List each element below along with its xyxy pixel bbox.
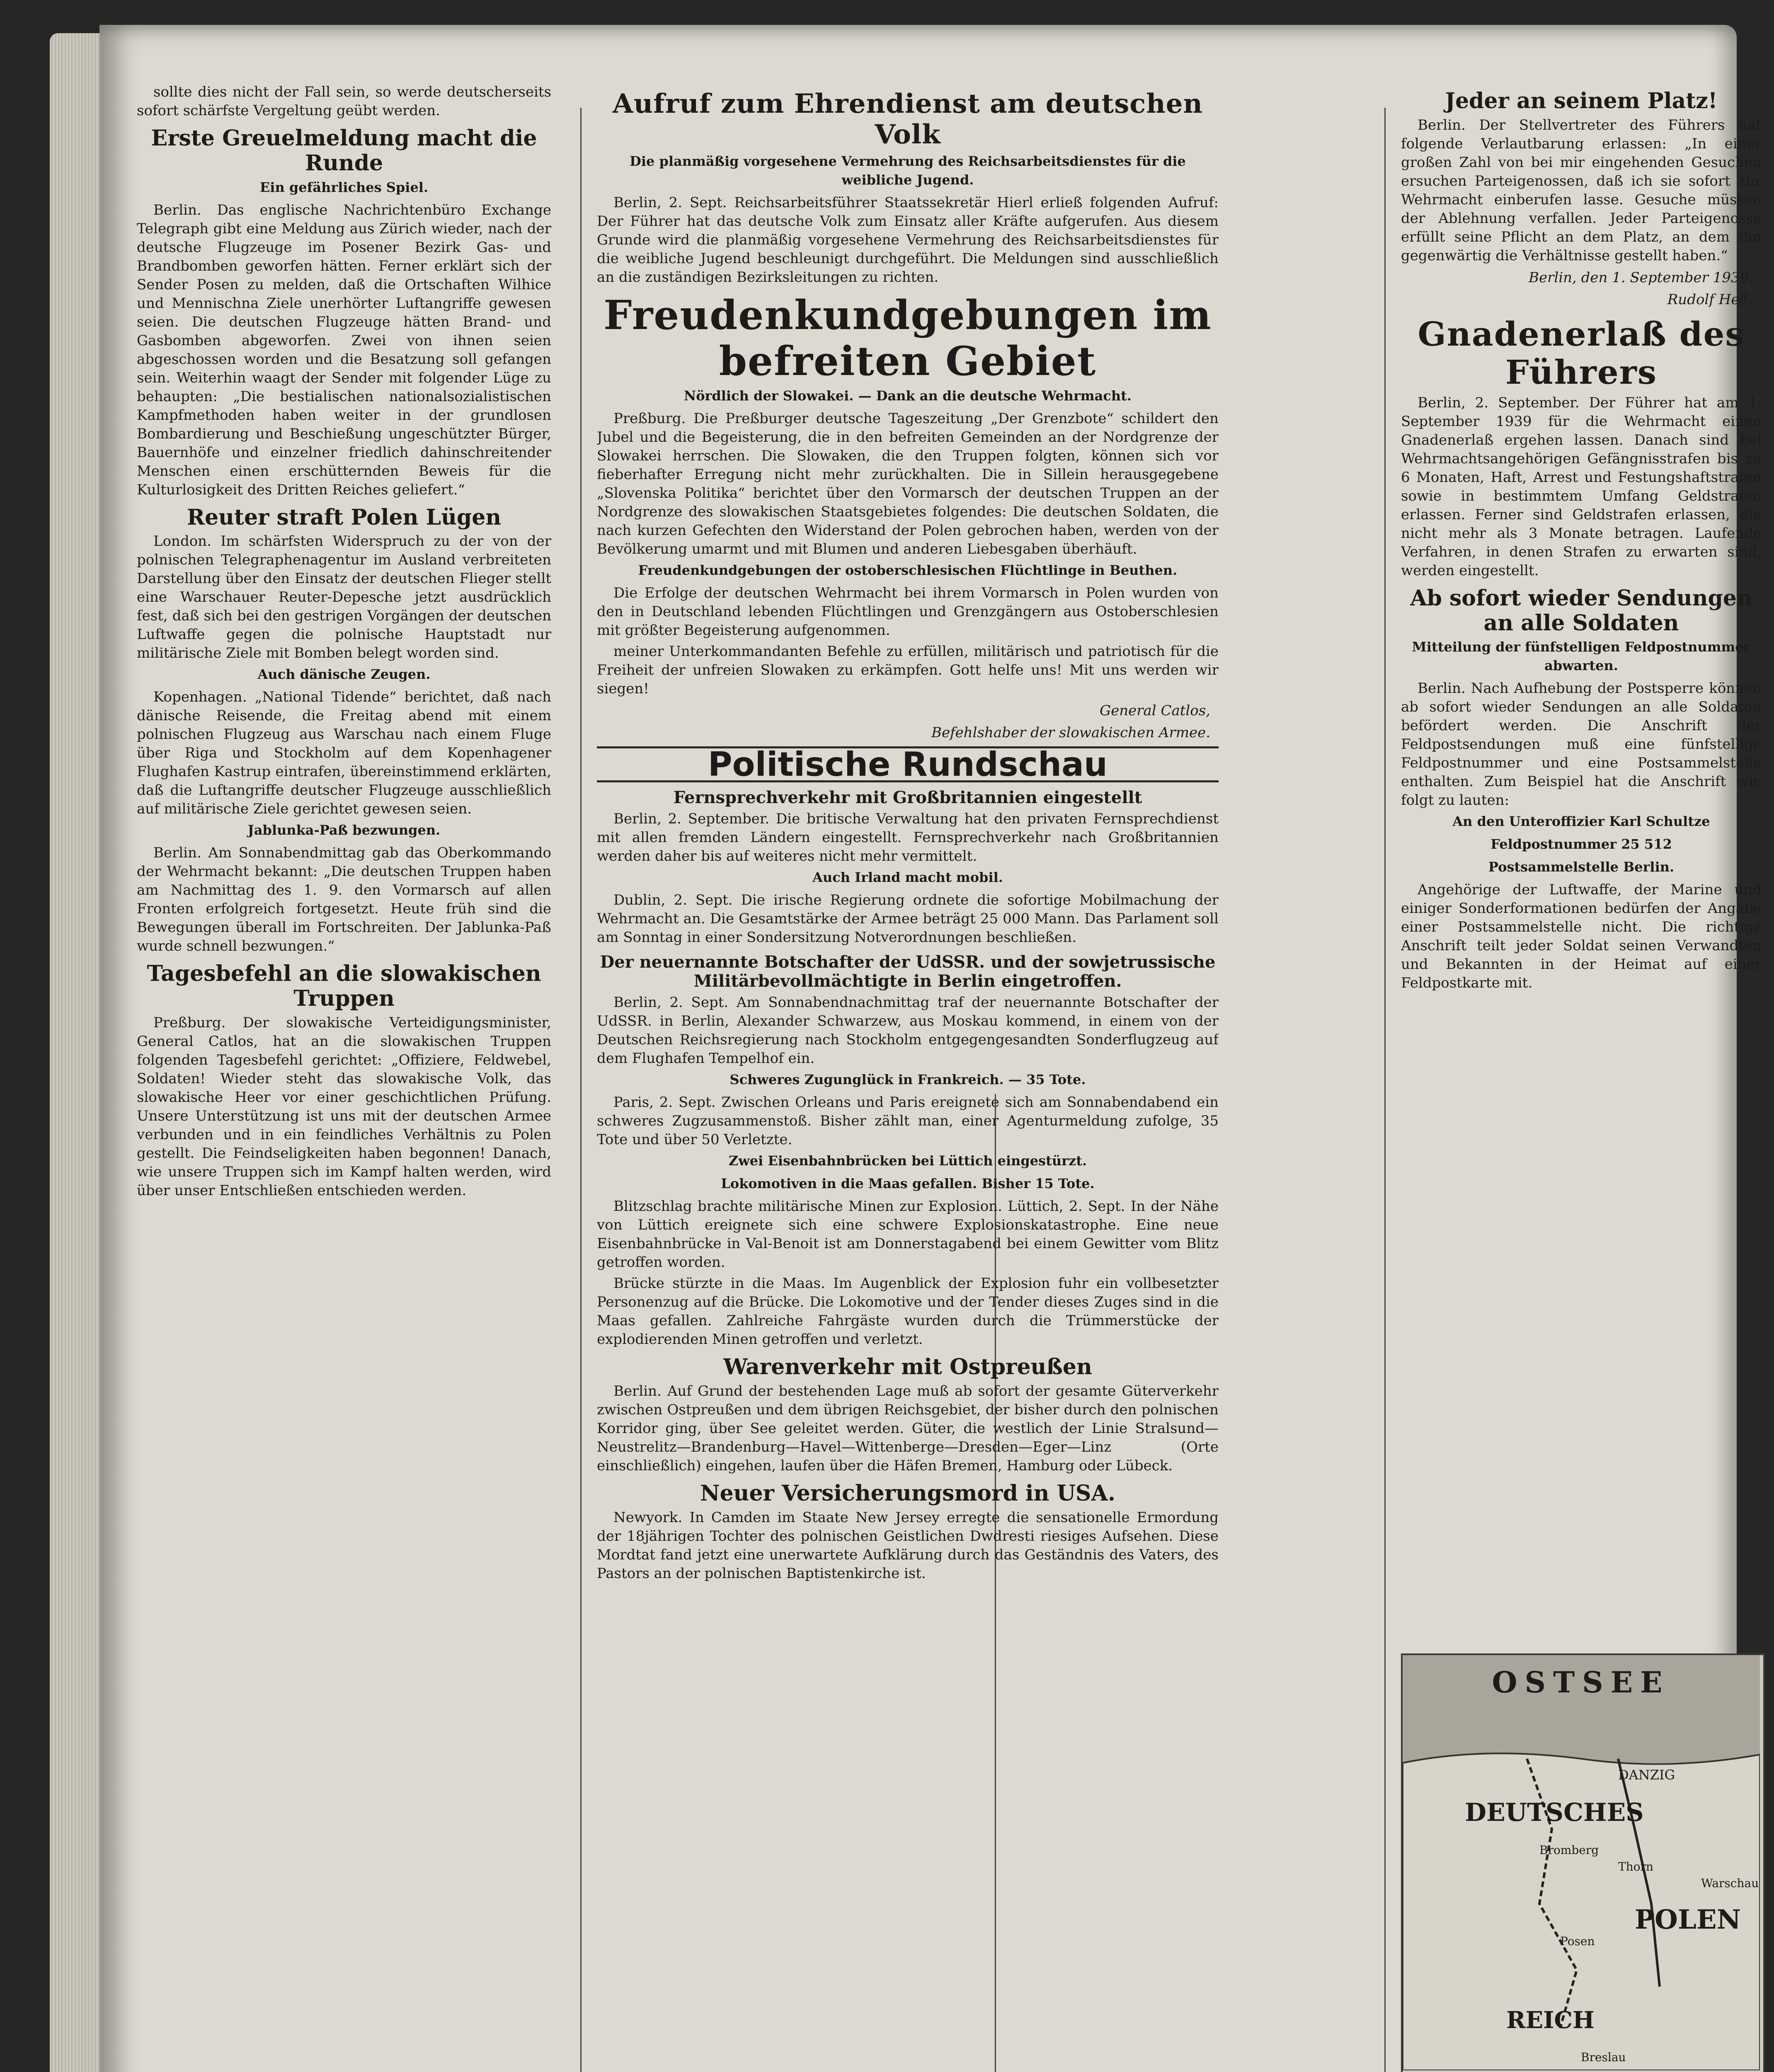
- subline-zeugen: Auch dänische Zeugen.: [257, 666, 431, 683]
- column-3: [1401, 83, 1762, 1641]
- subline-spiel: Ein gefährliches Spiel.: [259, 179, 429, 195]
- article-text: Angehörige der Luftwaffe, der Marine und einiger Sonderformationen bedürfen der Angabe einer Postsammelstelle nicht. Die richtige Anschrift teilt jeder Soldat seinen Verwandten und Bekannten in der Heimat auf einer Feldpostkarte mit.: [1401, 881, 1762, 992]
- address-line: Postsammelstelle Berlin.: [1488, 859, 1675, 875]
- section-title-rundschau: Politische Rundschau: [597, 746, 1219, 782]
- article-text: Paris, 2. Sept. Zwischen Orleans und Paris ereignete sich am Sonnabendabend ein schweres Zugzusammenstoß. Bisher zählt man, einer Agenturmeldung zufolge, 35 Tote und über 50 Verletzte.: [597, 1094, 1219, 1148]
- headline-greuelmeldung: Erste Greuelmeldung macht die Runde: [151, 126, 537, 176]
- subline-lokomotiven: Lokomotiven in die Maas gefallen. Bisher 15 Tote.: [721, 1175, 1095, 1191]
- headline-warenverkehr: Warenverkehr mit Ostpreußen: [723, 1354, 1092, 1380]
- subline-bruecken: Zwei Eisenbahnbrücken bei Lüttich eingestürzt.: [728, 1152, 1087, 1169]
- article-text: Newyork. In Camden im Staate New Jersey erregte die sensationelle Ermordung der 18jährigen Tochter des polnischen Geistlichen Dwdresti riesiges Aufsehen. Diese Mordtat fand jetzt eine unerwartete Aufklärung durch das Geständnis des Vaters, des Pastors an der polnischen Baptistenkirche ist.: [597, 1509, 1219, 1582]
- column-divider: [580, 108, 582, 2072]
- intro-text: sollte dies nicht der Fall sein, so werde deutscherseits sofort schärfste Vergeltung geübt werden.: [137, 84, 551, 119]
- article-text: Kopenhagen. „National Tidende“ berichtet, daß nach dänische Reisende, die Freitag abend mit einem polnischen Flugzeug aus Warschau nach einem Fluge über Riga und Stockholm auf dem Kopenhagener Flughafen Kastrup eintrafen, übereinstimmend erklärten, daß die Luftangriffe deutscher Flugzeuge ausschließlich auf militärische Ziele gerichtet gewesen seien.: [137, 689, 551, 818]
- article-text: Berlin. Nach Aufhebung der Postsperre können ab sofort wieder Sendungen an alle Soldaten befördert werden. Die Anschrift der Feldpostsendungen muß eine fünfstellige Feldpostnummer und eine Postsammelstelle enthalten. Zum Beispiel hat die Anschrift wie folgt zu lauten:: [1401, 680, 1762, 809]
- subline-jugend: Die planmäßig vorgesehene Vermehrung des Reichsarbeitsdienstes für die weibliche Jugend.: [630, 153, 1186, 188]
- map-label: Warschau: [1701, 1876, 1759, 1890]
- subline-zugunglueck: Schweres Zugunglück in Frankreich. — 35 Tote.: [729, 1071, 1086, 1087]
- article-text: Berlin, 2. September. Die britische Verwaltung hat den privaten Fernsprechdienst mit allen fremden Ländern eingestellt. Fernsprechverkehr nach Großbritannien werden daher bis auf weiteres nicht mehr vermittelt.: [597, 810, 1219, 864]
- korridor-map: [1401, 1653, 1765, 2072]
- map-label: DANZIG: [1618, 1767, 1675, 1783]
- signature-title: Befehlshaber der slowakischen Armee.: [931, 724, 1210, 741]
- article-text: Preßburg. Der slowakische Verteidigungsminister, General Catlos, hat an die slowakischen Truppen folgenden Tagesbefehl gerichtet: „Offiziere, Feldwebel, Soldaten! Wieder steht das slowakische Volk, das slowakische Heer vor einer geschichtlichen Prüfung. Unsere Unterstützung ist uns mit der deutschen Armee verbunden und in ein feindliches Verhältnis zu Polen gestellt. Die Feindseligkeiten haben begonnen! Danach, wie unsere Truppen sich im Kampf halten werden, wird über unser Entschließen entschieden werden.: [137, 1014, 551, 1199]
- headline-gnadenerlass: Gnadenerlaß des Führers: [1418, 314, 1745, 392]
- headline-botschafter: Der neuernannte Botschafter der UdSSR. und der sowjetrussische Militärbevollmächtigte in Berlin eingetroffen.: [600, 952, 1216, 991]
- map-label: Posen: [1560, 1934, 1595, 1948]
- article-text: Blitzschlag brachte militärische Minen zur Explosion. Lüttich, 2. Sept. In der Nähe von Lüttich ereignete sich eine schwere Explosionskatastrophe. Eine neue Eisenbahnbrücke in Val-Benoit ist am Donnerstagabend bei einem Gewitter vom Blitz getroffen worden.: [597, 1198, 1219, 1271]
- address-line: An den Unteroffizier Karl Schultze: [1452, 813, 1710, 830]
- article-text: Berlin. Der Stellvertreter des Führers hat folgende Verlautbarung erlassen: „In einer großen Zahl von bei mir eingehenden Gesuchen ersuchen Parteigenossen, daß ich sie sofort zur Wehrmacht einberufen lasse. Gesuche müssen der Ablehnung verfallen. Jeder Parteigenosse erfüllt seine Pflicht an dem Platz, an dem ihn gegenwärtig die Verhältnisse gestellt haben.“: [1401, 116, 1762, 264]
- headline-versicherungsmord: Neuer Versicherungsmord in USA.: [700, 1480, 1115, 1506]
- article-text: Berlin. Das englische Nachrichtenbüro Exchange Telegraph gibt eine Meldung aus Zürich wieder, nach der deutsche Flugzeuge im Posener Bezirk Gas- und Brandbomben geworfen hätten. Ferner erklärt sich der Sender Posen zu melden, daß die Ortschaften Wilhice und Mennischna Ziele unerhörter Luftangriffe gewesen seien. Die deutschen Flugzeuge hätten Brand- und Gasbomben abgeworfen. Zwei von ihnen seien abgeschossen worden und die Besatzung soll gefangen sein. Weiterhin waagt der Sender mit folgender Lüge zu behaupten: „Die bestialischen nationalsozialistischen Kampfmethoden haben weiter in der grundlosen Bombardierung und Beschießung ungeschützter Bürger, Bauernhöfe und einzelner friedlich dahinschreitender Menschen einen erschütternden Beweis für die Kulturlosigkeit des Dritten Reiches geliefert.“: [137, 201, 551, 498]
- subline-slowakei: Nördlich der Slowakei. — Dank an die deutsche Wehrmacht.: [683, 387, 1132, 404]
- signature-name: General Catlos,: [1099, 702, 1210, 719]
- subline-feldpost: Mitteilung der fünfstelligen Feldpostnummer abwarten.: [1412, 639, 1751, 674]
- headline-aufruf: Aufruf zum Ehrendienst am deutschen Volk: [613, 88, 1203, 150]
- article-text: meiner Unterkommandanten Befehle zu erfüllen, militärisch und patriotisch für die Freiheit der unfreien Slowaken zu erkämpfen. Gott helfe uns! Mit uns werden wir siegen!: [597, 643, 1219, 697]
- address-line: Feldpostnummer 25 512: [1490, 836, 1672, 852]
- column-2: [597, 83, 1219, 2072]
- signature-hess: Rudolf Heß.: [1667, 291, 1753, 308]
- map-label: REICH: [1506, 2007, 1595, 2034]
- article-text: Brücke stürzte in die Maas. Im Augenblick der Explosion fuhr ein vollbesetzter Personenzug auf die Brücke. Die Lokomotive und der Tender dieses Zuges sind in die Maas gefallen. Zahlreiche Fahrgäste wurden durch die Trümmerstücke der explodierenden Minen getroffen und verletzt.: [597, 1275, 1219, 1348]
- article-text: Berlin, 2. Sept. Am Sonnabendnachmittag traf der neuernannte Botschafter der UdSSR. in Berlin, Alexander Schwarzew, aus Moskau kommend, in einem von der Deutschen Reichsregierung nach Stockholm entgegengesandten Sonderflugzeug auf dem Flughafen Tempelhof ein.: [597, 994, 1219, 1067]
- article-text: Berlin, 2. September. Der Führer hat am 1. September 1939 für die Wehrmacht einen Gnadenerlaß ergehen lassen. Danach sind bei Wehrmachtsangehörigen Gefängnisstrafen bis zu 6 Monaten, Haft, Arrest und Festungshaftstrafen sowie in bestimmtem Umfang Geldstrafen erlassen. Ferner sind Geldstrafen erlassen, die nicht mehr als 3 Monate betragen. Laufende Verfahren, in denen Strafen zu erwarten sind, werden eingestellt.: [1401, 394, 1762, 579]
- headline-tagesbefehl: Tagesbefehl an die slowakischen Truppen: [147, 961, 541, 1012]
- column-1: [137, 83, 551, 2072]
- subline-jablunka: Jablunka-Paß bezwungen.: [247, 822, 441, 838]
- article-text: Dublin, 2. Sept. Die irische Regierung ordnete die sofortige Mobilmachung der Wehrmacht an. Die Gesamtstärke der Armee beträgt 25 000 Mann. Das Parlament soll am Sonntag in einer Sondersitzung Notverordnungen beschließen.: [597, 891, 1219, 946]
- subline-irland: Auch Irland macht mobil.: [812, 869, 1003, 885]
- headline-reuter: Reuter straft Polen Lügen: [187, 504, 502, 530]
- map-label: DEUTSCHES: [1465, 1798, 1644, 1827]
- map-label: POLEN: [1635, 1904, 1741, 1935]
- dateline: Berlin, den 1. September 1939.: [1529, 269, 1753, 286]
- article-text: Berlin. Auf Grund der bestehenden Lage muß ab sofort der gesamte Güterverkehr zwischen Ostpreußen und dem übrigen Reichsgebiet, der bisher durch den polnischen Korridor ging, über See geleitet werden. Güter, die westlich der Linie Stralsund—Neustrelitz—Brandenburg—Havel—Wittenberge—Dresden—Eger—Linz (Orte einschließlich) eingehen, laufen über die Häfen Bremen, Hamburg oder Lübeck.: [597, 1382, 1219, 1474]
- map-svg: [1403, 1655, 1760, 2070]
- article-text: Preßburg. Die Preßburger deutsche Tageszeitung „Der Grenzbote“ schildert den Jubel und die Begeisterung, die in den befreiten Gemeinden an der Nordgrenze der Slowakei herrschen. Die Slowaken, die den Truppen folgten, können sich vor fieberhafter Erregung nicht mehr zurückhalten. Die in Sillein herausgegebene „Slovenska Politika“ berichtet über den Vormarsch der deutschen Truppen an der Nordgrenze des slowakischen Staatsgebietes folgendes: Die deutschen Soldaten, die nach kurzen Gefechten den Widerstand der Polen gebrochen haben, werden von der Bevölkerung umarmt und mit Blumen und anderen Liebesgaben überhäuft.: [597, 410, 1219, 557]
- headline-fernsprech: Fernsprechverkehr mit Großbritannien eingestellt: [673, 787, 1142, 807]
- column-divider: [1384, 108, 1386, 2072]
- map-label: Thorn: [1618, 1860, 1653, 1874]
- article-text: Berlin, 2. Sept. Reichsarbeitsführer Staatssekretär Hierl erließ folgenden Aufruf: Der Führer hat das deutsche Volk zum Einsatz aller Kräfte aufgerufen. Aus diesem Grunde wird die planmäßig vorgesehene Vermehrung des Reichsarbeitsdienstes für die weibliche Jugend beschleunigt durchgeführt. Die Meldungen sind ausschließlich an die zuständigen Bezirksleitungen zu richten.: [597, 194, 1219, 286]
- map-label: Bromberg: [1539, 1843, 1599, 1857]
- map-label: Breslau: [1581, 2050, 1626, 2064]
- map-label-sea: OSTSEE: [1492, 1665, 1670, 1699]
- headline-sendungen: Ab sofort wieder Sendungen an alle Soldaten: [1410, 585, 1752, 636]
- article-text: Die Erfolge der deutschen Wehrmacht bei ihrem Vormarsch in Polen wurden von den in Deutschland lebenden Flüchtlingen und Grenzgängern aus Ostoberschlesien mit größter Begeisterung aufgenommen.: [597, 584, 1219, 639]
- headline-platz: Jeder an seinem Platz!: [1445, 88, 1718, 114]
- article-text: Berlin. Am Sonnabendmittag gab das Oberkommando der Wehrmacht bekannt: „Die deutschen Truppen haben am Nachmittag des 1. 9. den Vormarsch auf allen Fronten erfolgreich fortgesetzt. Heute früh sind die Bewegungen überall im Fortschreiten. Der Jablunka-Paß wurde schnell bezwungen.“: [137, 845, 551, 955]
- article-text: London. Im schärfsten Widerspruch zu der von der polnischen Telegraphenagentur im Ausland verbreiteten Darstellung über den Einsatz der deutschen Flieger stellt eine Warschauer Reuter-Depesche jetzt ausdrücklich fest, daß sich bei den gestrigen Vorgängen der deutschen Luftwaffe gegen die polnische Hauptstadt nur militärische Ziele mit Bomben belegt worden sind.: [137, 533, 551, 662]
- headline-freudenkundgebungen: Freudenkundgebungen im befreiten Gebiet: [603, 292, 1212, 385]
- subline-beuthen: Freudenkundgebungen der ostoberschlesischen Flüchtlinge in Beuthen.: [638, 562, 1178, 578]
